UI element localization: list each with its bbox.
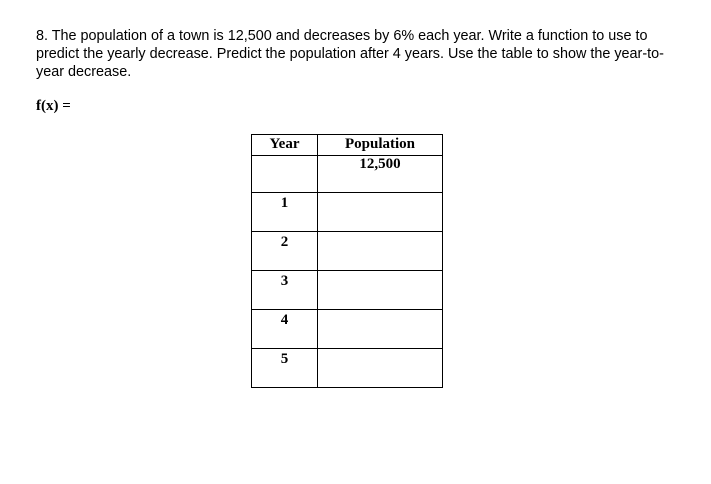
table-header-row	[252, 135, 443, 156]
population-cell[interactable]	[318, 310, 443, 349]
population-header-label: Population	[344, 136, 416, 152]
table-row-initial	[252, 156, 443, 193]
population-cell[interactable]	[318, 232, 443, 271]
year-cell: 4	[252, 310, 318, 349]
population-column-header	[318, 135, 443, 156]
table-row	[252, 193, 443, 232]
table-row	[252, 349, 443, 388]
table-row	[252, 271, 443, 310]
function-prompt: f(x) =	[36, 98, 71, 114]
population-cell[interactable]	[318, 349, 443, 388]
year-cell: 2	[252, 232, 318, 271]
population-cell[interactable]	[318, 271, 443, 310]
table-row	[252, 232, 443, 271]
year-column-header: Year	[252, 135, 318, 156]
year-cell: 1	[252, 193, 318, 232]
table-row	[252, 310, 443, 349]
problem-statement: 8. The population of a town is 12,500 and decreases by 6% each year. Write a function to use to predict the yearly decrease. Predict the population after 4 years. Use the table to show the year-to-year decrease.	[36, 28, 664, 80]
year-cell: 3	[252, 271, 318, 310]
initial-year-cell[interactable]	[252, 156, 318, 193]
population-table	[251, 134, 443, 388]
year-cell: 5	[252, 349, 318, 388]
initial-population-cell: 12,500	[318, 156, 443, 193]
population-cell[interactable]	[318, 193, 443, 232]
